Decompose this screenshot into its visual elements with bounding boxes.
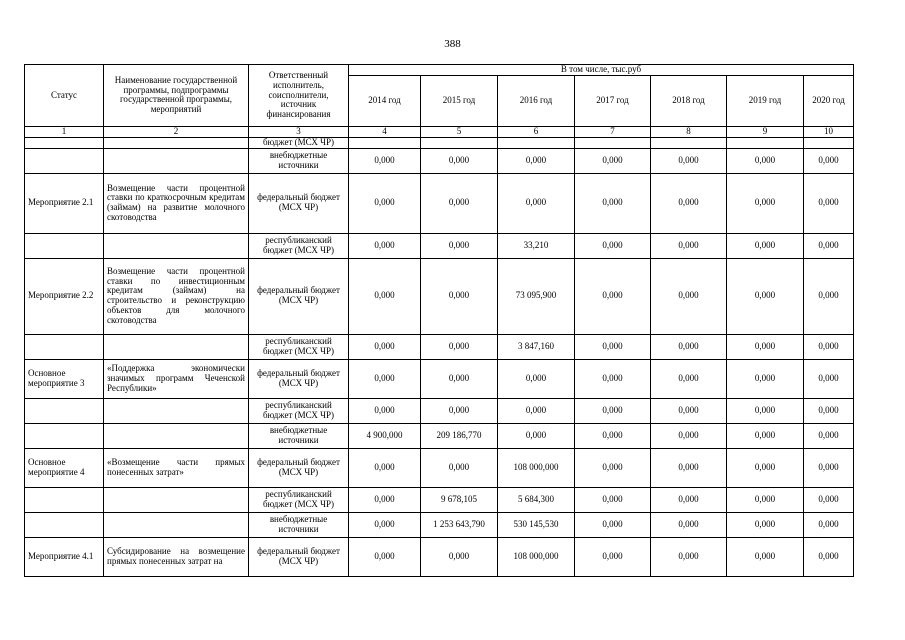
source-cell: бюджет (МСХ ЧР) [249, 137, 349, 148]
value-cell [727, 137, 804, 148]
value-cell: 0,000 [575, 537, 651, 576]
header-year: 2017 год [575, 75, 651, 126]
value-cell: 0,000 [804, 487, 854, 512]
value-cell: 0,000 [804, 537, 854, 576]
value-cell: 0,000 [349, 359, 421, 398]
value-cell: 3 847,160 [498, 334, 575, 359]
value-cell: 0,000 [727, 258, 804, 334]
status-cell: Основное мероприятие 4 [25, 448, 104, 487]
value-cell: 0,000 [349, 512, 421, 537]
value-cell [575, 137, 651, 148]
value-cell: 0,000 [349, 537, 421, 576]
value-cell: 0,000 [651, 258, 727, 334]
status-cell [25, 148, 104, 173]
value-cell: 0,000 [575, 359, 651, 398]
table-body [25, 137, 854, 576]
value-cell: 0,000 [421, 258, 498, 334]
column-index: 10 [804, 126, 854, 137]
source-cell: внебюджетные источники [249, 512, 349, 537]
column-index: 8 [651, 126, 727, 137]
value-cell [804, 137, 854, 148]
value-cell: 0,000 [804, 173, 854, 233]
value-cell: 4 900,000 [349, 423, 421, 448]
value-cell: 0,000 [421, 148, 498, 173]
header-year: 2018 год [651, 75, 727, 126]
status-cell [25, 398, 104, 423]
column-index: 9 [727, 126, 804, 137]
status-cell: Мероприятие 4.1 [25, 537, 104, 576]
header-year: 2019 год [727, 75, 804, 126]
status-cell [25, 137, 104, 148]
value-cell: 0,000 [804, 423, 854, 448]
value-cell: 0,000 [349, 398, 421, 423]
value-cell: 0,000 [727, 448, 804, 487]
name-cell [104, 137, 249, 148]
value-cell: 0,000 [651, 423, 727, 448]
value-cell: 209 186,770 [421, 423, 498, 448]
value-cell: 0,000 [349, 148, 421, 173]
table-row [25, 487, 854, 512]
value-cell: 0,000 [421, 334, 498, 359]
name-cell: «Поддержка экономически значимых программ Чеченской Республики» [104, 359, 249, 398]
table-row [25, 398, 854, 423]
name-cell [104, 148, 249, 173]
value-cell: 0,000 [421, 359, 498, 398]
source-cell: федеральный бюджет (МСХ ЧР) [249, 173, 349, 233]
source-cell: республиканский бюджет (МСХ ЧР) [249, 233, 349, 258]
header-responsible: Ответственный исполнитель, соисполнители, источник финансирования [249, 65, 349, 127]
table-row [25, 334, 854, 359]
header-year: 2015 год [421, 75, 498, 126]
column-index: 4 [349, 126, 421, 137]
value-cell: 0,000 [727, 359, 804, 398]
value-cell: 0,000 [651, 398, 727, 423]
value-cell: 0,000 [804, 148, 854, 173]
value-cell: 0,000 [498, 423, 575, 448]
value-cell: 0,000 [349, 487, 421, 512]
header-year: 2014 год [349, 75, 421, 126]
value-cell: 0,000 [804, 334, 854, 359]
status-cell [25, 423, 104, 448]
value-cell: 0,000 [727, 233, 804, 258]
value-cell: 0,000 [727, 423, 804, 448]
source-cell: внебюджетные источники [249, 423, 349, 448]
table-row [25, 537, 854, 576]
status-cell [25, 233, 104, 258]
value-cell: 0,000 [349, 258, 421, 334]
status-cell [25, 487, 104, 512]
value-cell: 0,000 [421, 233, 498, 258]
status-cell [25, 512, 104, 537]
status-cell: Мероприятие 2.1 [25, 173, 104, 233]
value-cell: 0,000 [727, 487, 804, 512]
value-cell: 0,000 [651, 233, 727, 258]
status-cell [25, 334, 104, 359]
name-cell [104, 233, 249, 258]
value-cell [421, 137, 498, 148]
value-cell: 0,000 [575, 512, 651, 537]
table-row [25, 137, 854, 148]
column-index-row [25, 126, 854, 137]
name-cell [104, 487, 249, 512]
column-index: 2 [104, 126, 249, 137]
budget-table [24, 64, 854, 577]
value-cell: 0,000 [651, 148, 727, 173]
header-name: Наименование государственной программы, подпрограммы государственной программы, мероприятий [104, 65, 249, 127]
value-cell: 0,000 [349, 173, 421, 233]
status-cell: Основное мероприятие 3 [25, 359, 104, 398]
value-cell: 108 000,000 [498, 448, 575, 487]
value-cell: 73 095,900 [498, 258, 575, 334]
source-cell: федеральный бюджет (МСХ ЧР) [249, 258, 349, 334]
source-cell: республиканский бюджет (МСХ ЧР) [249, 487, 349, 512]
value-cell: 0,000 [498, 173, 575, 233]
value-cell: 0,000 [349, 334, 421, 359]
source-cell: республиканский бюджет (МСХ ЧР) [249, 398, 349, 423]
value-cell: 0,000 [804, 512, 854, 537]
value-cell [349, 137, 421, 148]
source-cell: внебюджетные источники [249, 148, 349, 173]
value-cell: 0,000 [727, 398, 804, 423]
value-cell: 0,000 [575, 173, 651, 233]
value-cell: 0,000 [349, 233, 421, 258]
value-cell: 0,000 [651, 359, 727, 398]
value-cell: 0,000 [804, 398, 854, 423]
value-cell: 0,000 [727, 512, 804, 537]
value-cell: 0,000 [651, 334, 727, 359]
value-cell: 0,000 [575, 448, 651, 487]
name-cell [104, 512, 249, 537]
column-index: 3 [249, 126, 349, 137]
value-cell: 0,000 [651, 512, 727, 537]
column-index: 5 [421, 126, 498, 137]
table-row [25, 258, 854, 334]
value-cell: 0,000 [498, 398, 575, 423]
value-cell: 5 684,300 [498, 487, 575, 512]
column-index: 6 [498, 126, 575, 137]
source-cell: федеральный бюджет (МСХ ЧР) [249, 537, 349, 576]
value-cell: 530 145,530 [498, 512, 575, 537]
value-cell: 0,000 [349, 448, 421, 487]
value-cell: 9 678,105 [421, 487, 498, 512]
table-row [25, 423, 854, 448]
value-cell: 1 253 643,790 [421, 512, 498, 537]
value-cell: 0,000 [575, 423, 651, 448]
page-number: 388 [444, 38, 461, 50]
source-cell: федеральный бюджет (МСХ ЧР) [249, 359, 349, 398]
value-cell: 108 000,000 [498, 537, 575, 576]
value-cell: 0,000 [727, 334, 804, 359]
value-cell: 0,000 [804, 258, 854, 334]
name-cell: Субсидирование на возмещение прямых понесенных затрат на [104, 537, 249, 576]
value-cell: 0,000 [727, 173, 804, 233]
value-cell: 0,000 [651, 537, 727, 576]
value-cell: 0,000 [421, 173, 498, 233]
table-row [25, 359, 854, 398]
value-cell: 0,000 [575, 258, 651, 334]
name-cell [104, 334, 249, 359]
value-cell: 0,000 [804, 359, 854, 398]
name-cell: Возмещение части процентной ставки по краткосрочным кредитам (займам) на развитие молочного скотоводства [104, 173, 249, 233]
value-cell: 0,000 [804, 233, 854, 258]
value-cell: 0,000 [575, 334, 651, 359]
value-cell: 0,000 [651, 487, 727, 512]
value-cell: 0,000 [804, 448, 854, 487]
column-index: 1 [25, 126, 104, 137]
table-row [25, 148, 854, 173]
source-cell: республиканский бюджет (МСХ ЧР) [249, 334, 349, 359]
value-cell: 0,000 [575, 148, 651, 173]
value-cell [498, 137, 575, 148]
name-cell [104, 423, 249, 448]
value-cell: 0,000 [421, 398, 498, 423]
name-cell: Возмещение части процентной ставки по инвестиционным кредитам (займам) на строительство и реконструкцию объектов для молочного скотоводства [104, 258, 249, 334]
value-cell: 0,000 [575, 233, 651, 258]
name-cell: «Возмещение части прямых понесенных затрат» [104, 448, 249, 487]
value-cell: 0,000 [727, 537, 804, 576]
value-cell [651, 137, 727, 148]
table-row [25, 233, 854, 258]
value-cell: 0,000 [421, 537, 498, 576]
header-status: Статус [25, 65, 104, 127]
value-cell: 0,000 [651, 448, 727, 487]
value-cell: 33,210 [498, 233, 575, 258]
value-cell: 0,000 [421, 448, 498, 487]
header-including: В том числе, тыс.руб [349, 65, 854, 76]
value-cell: 0,000 [575, 398, 651, 423]
value-cell: 0,000 [727, 148, 804, 173]
source-cell: федеральный бюджет (МСХ ЧР) [249, 448, 349, 487]
status-cell: Мероприятие 2.2 [25, 258, 104, 334]
value-cell: 0,000 [498, 359, 575, 398]
header-year: 2020 год [804, 75, 854, 126]
table-row [25, 512, 854, 537]
value-cell: 0,000 [498, 148, 575, 173]
table-row [25, 448, 854, 487]
value-cell: 0,000 [575, 487, 651, 512]
name-cell [104, 398, 249, 423]
column-index: 7 [575, 126, 651, 137]
table-row [25, 173, 854, 233]
header-year: 2016 год [498, 75, 575, 126]
value-cell: 0,000 [651, 173, 727, 233]
